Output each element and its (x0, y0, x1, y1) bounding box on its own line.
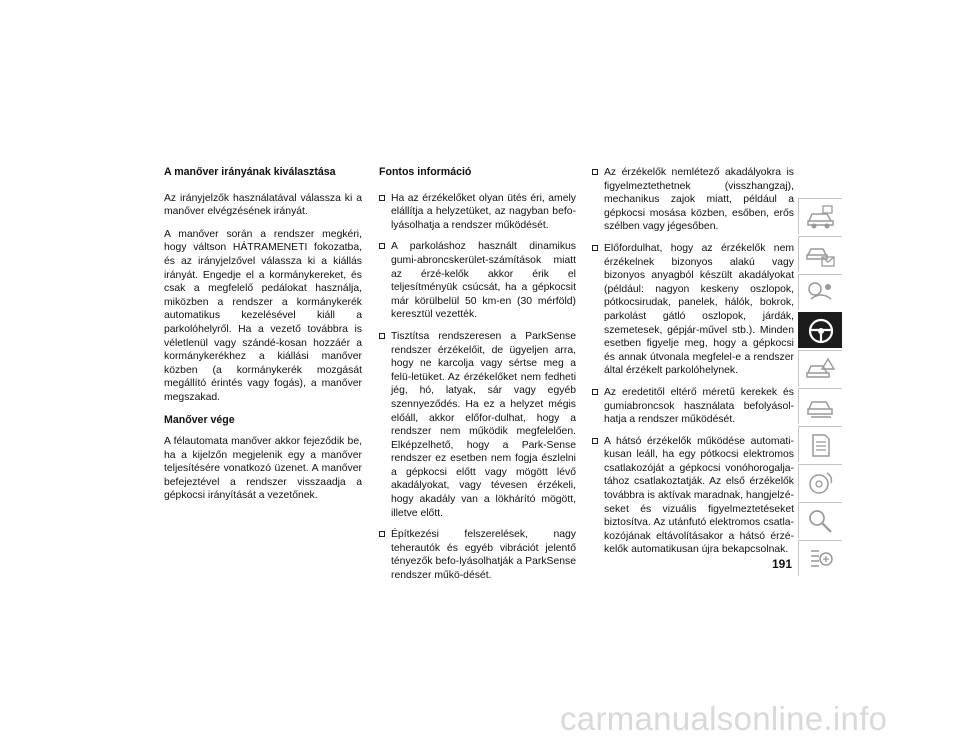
list-item: Az érzékelők nemlétező akadályokra is figyelmeztethetnek (visszhangzaj), mechanikus zajok miatt, például a gépkocsi mosása közben, esőben, erős szélben vagy jégesőben. (592, 166, 794, 234)
column-right (592, 166, 794, 565)
tab-breakdown[interactable] (798, 350, 842, 386)
search-icon (805, 507, 837, 535)
tab-maintenance[interactable] (798, 388, 842, 424)
tab-multimedia[interactable] (798, 464, 842, 500)
car-maintenance-icon (805, 393, 837, 421)
paragraph: A manőver során a rendszer megkéri, hogy váltson HÁTRAMENETI fokozatba, és az irányjelzővel válassza ki a kiállás irányát. Engedje el a kormánykereket, és csak a megfelelő pedálokat használja, miközben a rendszer a kormánykerék automatikus kezelésével kiáll a parkolóhelyről. Ha a vezető továbbra is véletlenül vagy szándé-kosan hozzáér a kormánykerékhez a kiállási manőver közben (a kormánykerék mozgását megállító érintés vagy fogás), a manőver megszakad. (164, 228, 362, 403)
warning-light-car-icon (805, 241, 837, 269)
car-breakdown-icon (805, 355, 837, 383)
section-heading-info: Fontos információ (379, 166, 472, 178)
checkbox-bullet-icon (379, 333, 385, 339)
checkbox-bullet-icon (592, 389, 598, 395)
multimedia-icon (805, 469, 837, 497)
column-middle (379, 166, 576, 591)
tab-search[interactable] (798, 502, 842, 538)
watermark: carmanualsonline.info (560, 700, 888, 737)
list-item: A parkoláshoz használt dinamikus gumi-abroncskerület-számítások miatt az érzé-kelők akkor érik el teljesítményük csúcsát, ha a gépkocsit már körülbelül 50 km-en (30 mérföld) keresztül vezették. (379, 240, 576, 322)
section-heading-direction: A manőver irányának kiválasztása (164, 166, 336, 178)
page-number: 191 (772, 557, 793, 571)
steering-wheel-icon (805, 317, 837, 345)
bullet-list (379, 192, 576, 583)
checkbox-bullet-icon (592, 438, 598, 444)
checkbox-bullet-icon (592, 245, 598, 251)
paragraph: A félautomata manőver akkor fejeződik be, ha a kijelzőn megjelenik egy a manőver teljesítésére vonatkozó üzenet. A manőver befejeztével a rendszer visszaadja a gépkocsi irányítását a vezetőnek. (164, 436, 362, 502)
list-item: A hátsó érzékelők működése automati-kusan leáll, ha egy pótkocsi elektromos csatlakozóját a gépkocsi vonóhorogalja-tához csatlakoztatják. Az első érzékelők továbbra is aktívak maradnak, hangjelzé-seket és vizuális figyelmeztetéseket biztosítva. Az utánfutó elektromos csatla-kozójának eltávolításakor a hátsó érzé-kelők automatikusan újra bekapcsolnak. (592, 435, 794, 557)
tab-car-info[interactable] (798, 198, 842, 234)
checkbox-bullet-icon (379, 195, 385, 201)
bullet-list (592, 166, 794, 557)
car-info-icon (805, 203, 837, 231)
list-item: Építkezési felszerelések, nagy teherautók és egyéb vibrációt jelentő tényezők befo-lyásolhatják a ParkSense rendszer műkö-dését. (379, 528, 576, 582)
list-item: Tisztítsa rendszeresen a ParkSense rendszer érzékelőit, de ügyeljen arra, hogy ne karcolja vagy sértse meg a felü-letüket. Az érzékelőket nem fedheti jég, hó, latyak, sár vagy egyéb szennyeződés. Ha ez a helyzet mégis előáll, akkor előfor-dulhat, hogy a rendszer nem működik megfelelően. Elképzelhető, hogy a Park-Sense rendszer ez esetben nem fogja észlelni a gépkocsi előtt vagy mögött lévő akadályokat, vagy tévesen érzékeli, hogy akadály van a lökhárító mögött, illetve előtt. (379, 330, 576, 520)
column-left (164, 166, 362, 512)
list-item: Ha az érzékelőket olyan ütés éri, amely elállítja a helyzetüket, az nagyban befo-lyásolhatja a rendszer működését. (379, 192, 576, 233)
checkbox-bullet-icon (379, 243, 385, 249)
tab-safety[interactable] (798, 274, 842, 310)
car-safety-icon (805, 279, 837, 307)
checkbox-bullet-icon (592, 169, 598, 175)
index-icon (805, 545, 837, 573)
tab-driving[interactable] (798, 312, 842, 348)
chapter-tabs (798, 198, 844, 578)
tab-warning-lights[interactable] (798, 236, 842, 272)
technical-data-icon (805, 431, 837, 459)
tab-index[interactable] (798, 540, 842, 576)
tab-technical-data[interactable] (798, 426, 842, 462)
checkbox-bullet-icon (379, 531, 385, 537)
list-item: Előfordulhat, hogy az érzékelők nem érzékelnek bizonyos alakú vagy bizonyos anyagból készült akadályokat (például: nagyon keskeny oszlopok, pótkocsirudak, panelek, hálók, bokrok, parkolást gátló oszlopok, járdák, szemetesek, gépjár-művel stb.). Minden esetben figyelje meg, hogy a gépkocsi és annak útvonala megfelel-e a rendszer által érzékelt parkolóhelynek. (592, 242, 794, 378)
paragraph: Az irányjelzők használatával válassza ki a manőver elvégzésének irányát. (164, 192, 362, 218)
list-item: Az eredetitől eltérő méretű kerekek és gumiabroncsok használata befolyásol-hatja a rendszer működését. (592, 386, 794, 427)
section-heading-end: Manőver vége (164, 413, 235, 426)
